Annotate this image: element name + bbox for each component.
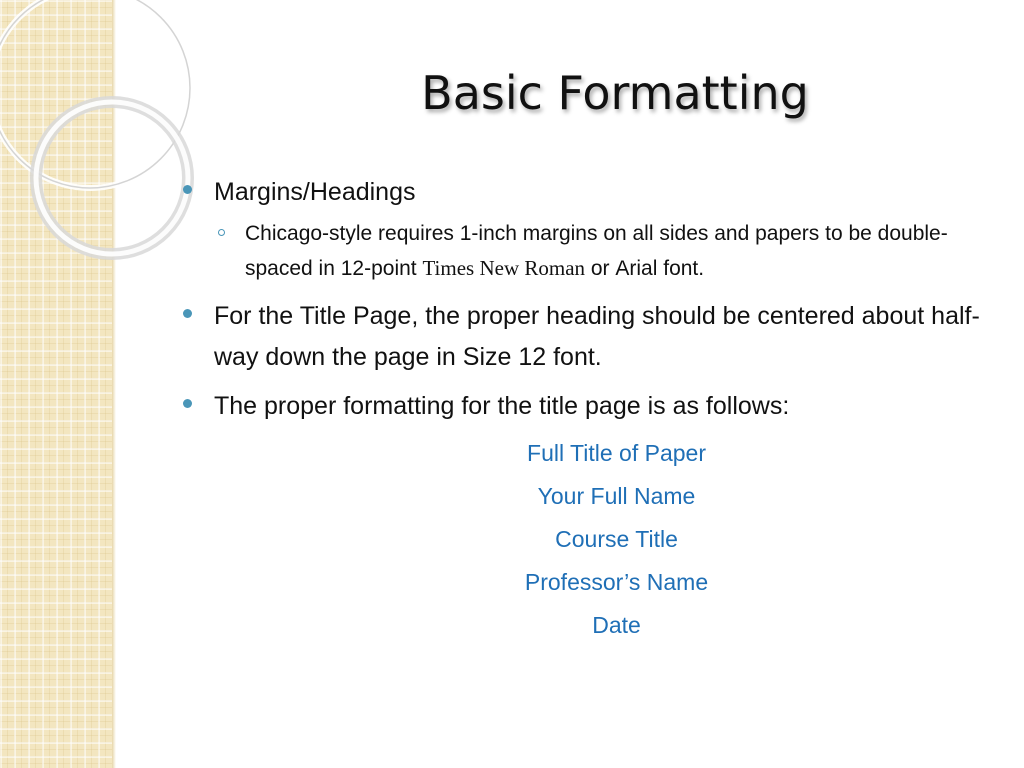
sub-text-part: Chicago-style requires 1-inch margins on all sides and papers to be double-spaced in 12-point: [245, 222, 948, 280]
professor-name-line: Professor’s Name: [524, 569, 709, 595]
title-page-format-lines: [215, 432, 1018, 647]
sub-bullet-text: [245, 217, 980, 286]
full-title-line: Full Title of Paper: [527, 440, 706, 466]
bullet-marker: [183, 309, 192, 318]
sub-bullet-item: [214, 217, 980, 286]
sub-bullet-marker: [218, 229, 225, 236]
bullet-text: For the Title Page, the proper heading should be centered about half-way down the page in Size 12 font.: [214, 302, 980, 371]
bullet-item: [180, 296, 980, 378]
times-font-name: Times New Roman: [422, 256, 586, 280]
bullet-marker: [183, 399, 192, 408]
slide-title: Basic Formatting: [421, 66, 809, 120]
sub-text-part: or: [585, 257, 616, 280]
bullet-marker: [183, 185, 192, 194]
decorative-rings: [0, 0, 200, 300]
date-line: Date: [592, 612, 641, 638]
arial-font-name: Arial: [615, 257, 658, 280]
bullet-item: [180, 386, 980, 427]
sub-text-part: font.: [657, 257, 705, 280]
slide-body: [180, 172, 980, 427]
full-name-line: Your Full Name: [537, 483, 696, 509]
bullet-item: [180, 172, 980, 213]
bullet-text: The proper formatting for the title page is as follows:: [214, 392, 790, 420]
bullet-text: Margins/Headings: [214, 178, 416, 206]
course-title-line: Course Title: [555, 526, 678, 552]
